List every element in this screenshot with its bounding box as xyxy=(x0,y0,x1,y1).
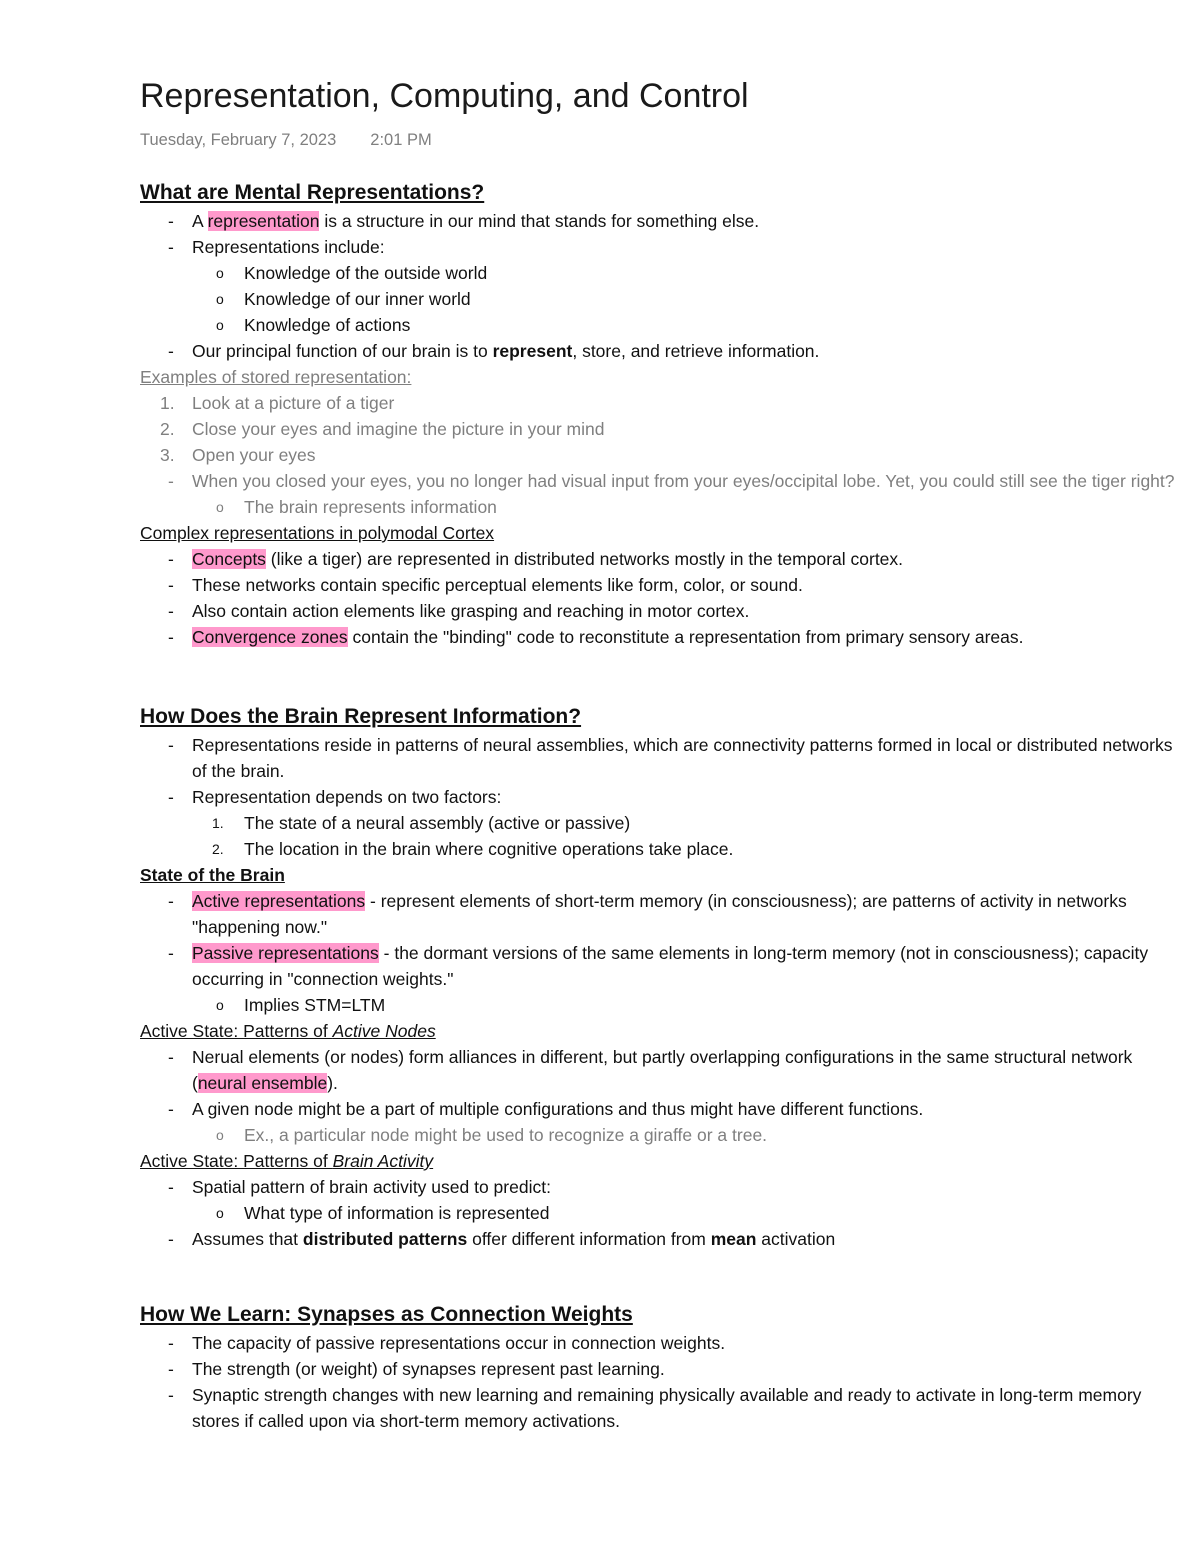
list-item xyxy=(140,598,1190,624)
number-marker: 2. xyxy=(160,419,175,439)
text: contain the "binding" code to reconstitute a representation from primary sensory areas. xyxy=(347,627,1024,647)
section2-bullets xyxy=(140,732,1190,862)
text: These networks contain specific perceptual elements like form, color, or sound. xyxy=(192,575,803,595)
list-item xyxy=(140,260,1190,286)
text: Implies STM=LTM xyxy=(244,995,386,1015)
list-item xyxy=(140,624,1190,650)
text: The state of a neural assembly (active or passive) xyxy=(244,813,631,833)
circle-marker: o xyxy=(216,499,224,515)
bold-term: represent xyxy=(492,341,573,361)
dash-marker: - xyxy=(168,735,174,755)
section-heading-brain-represent: How Does the Brain Represent Information? xyxy=(140,705,582,728)
list-item xyxy=(140,572,1190,598)
section-heading-how-we-learn: How We Learn: Synapses as Connection Weights xyxy=(140,1303,633,1326)
dash-marker: - xyxy=(168,471,174,491)
list-item xyxy=(140,732,1190,784)
text: Our principal function of our brain is to xyxy=(192,341,493,361)
circle-marker: o xyxy=(216,1127,224,1143)
list-item xyxy=(140,888,1190,940)
dash-marker: - xyxy=(168,787,174,807)
number-marker: 1. xyxy=(160,393,175,413)
page-title: Representation, Computing, and Control xyxy=(140,77,749,115)
text: Close your eyes and imagine the picture in your mind xyxy=(192,419,605,439)
text: A given node might be a part of multiple configurations and thus might have different functions. xyxy=(192,1099,924,1119)
dash-marker: - xyxy=(168,891,174,911)
text: The brain represents information xyxy=(244,497,497,517)
text: The strength (or weight) of synapses represent past learning. xyxy=(192,1359,665,1379)
circle-marker: o xyxy=(216,997,224,1013)
page-meta xyxy=(140,128,1190,152)
dash-marker: - xyxy=(168,1099,174,1119)
highlight-term: Concepts xyxy=(192,549,266,569)
text: activation xyxy=(756,1229,836,1249)
section3-bullets xyxy=(140,1330,1190,1434)
text: Spatial pattern of brain activity used to predict: xyxy=(192,1177,551,1197)
highlight-term: Active representations xyxy=(192,891,366,911)
note-page xyxy=(140,70,1190,1434)
list-item xyxy=(140,1044,1190,1096)
circle-marker: o xyxy=(216,1205,224,1221)
examples-list xyxy=(140,390,1190,520)
list-item xyxy=(140,442,1190,468)
circle-marker: o xyxy=(216,317,224,333)
text: Representation depends on two factors: xyxy=(192,787,502,807)
bold-term: mean xyxy=(710,1229,757,1249)
list-item xyxy=(140,1330,1190,1356)
text: Representations include: xyxy=(192,237,385,257)
text: Ex., a particular node might be used to recognize a giraffe or a tree. xyxy=(244,1125,768,1145)
dash-marker: - xyxy=(168,549,174,569)
text: (like a tiger) are represented in distributed networks mostly in the temporal cortex. xyxy=(265,549,904,569)
list-item xyxy=(140,1356,1190,1382)
list-item xyxy=(140,390,1190,416)
dash-marker: - xyxy=(168,1385,174,1405)
list-item xyxy=(140,416,1190,442)
list-item xyxy=(140,234,1190,260)
text: Knowledge of our inner world xyxy=(244,289,471,309)
text: Synaptic strength changes with new learning and remaining physically available and ready to activate in long-term memory stores if called upon via short-term memory activations. xyxy=(192,1385,1142,1431)
list-item xyxy=(140,836,1190,862)
highlight-term: representation xyxy=(207,211,320,231)
state-heading: State of the Brain xyxy=(140,865,285,885)
text: The location in the brain where cognitive operations take place. xyxy=(244,839,734,859)
dash-marker: - xyxy=(168,1333,174,1353)
bold-term: distributed patterns xyxy=(302,1229,468,1249)
text: - the dormant versions of the same elements in long-term memory (not in consciousness); capacity occurring in "connection weights." xyxy=(192,943,1149,989)
dash-marker: - xyxy=(168,943,174,963)
number-marker: 3. xyxy=(160,445,175,465)
section1-bullets xyxy=(140,208,1190,364)
text: Knowledge of the outside world xyxy=(244,263,488,283)
text: , store, and retrieve information. xyxy=(572,341,820,361)
text: Open your eyes xyxy=(192,445,316,465)
list-item xyxy=(140,1122,1190,1148)
active-nodes-heading xyxy=(140,1018,1190,1044)
section-heading-mental-representations: What are Mental Representations? xyxy=(140,181,485,204)
dash-marker: - xyxy=(168,1229,174,1249)
dash-marker: - xyxy=(168,341,174,361)
page-time: 2:01 PM xyxy=(370,131,432,149)
number-marker: 2. xyxy=(212,841,224,857)
text: Active State: Patterns of xyxy=(140,1021,333,1041)
dash-marker: - xyxy=(168,1359,174,1379)
activity-list xyxy=(140,1174,1190,1252)
dash-marker: - xyxy=(168,627,174,647)
text: Also contain action elements like grasping and reaching in motor cortex. xyxy=(192,601,750,621)
text: is a structure in our mind that stands for something else. xyxy=(319,211,760,231)
dash-marker: - xyxy=(168,211,174,231)
list-item xyxy=(140,208,1190,234)
list-item xyxy=(140,1226,1190,1252)
list-item xyxy=(140,494,1190,520)
brain-activity-heading xyxy=(140,1148,1190,1174)
list-item xyxy=(140,940,1190,992)
italic-text: Brain Activity xyxy=(332,1151,434,1171)
circle-marker: o xyxy=(216,291,224,307)
list-item xyxy=(140,1096,1190,1122)
dash-marker: - xyxy=(168,575,174,595)
text: Look at a picture of a tiger xyxy=(192,393,395,413)
dash-marker: - xyxy=(168,1177,174,1197)
text: Representations reside in patterns of neural assemblies, which are connectivity patterns formed in local or distributed networks of the brain. xyxy=(192,735,1173,781)
list-item xyxy=(140,338,1190,364)
highlight-term: Passive representations xyxy=(192,943,379,963)
list-item xyxy=(140,468,1190,494)
italic-text: Active Nodes xyxy=(332,1021,436,1041)
page-date: Tuesday, February 7, 2023 xyxy=(140,131,337,149)
list-item xyxy=(140,1174,1190,1200)
list-item xyxy=(140,992,1190,1018)
list-item xyxy=(140,546,1190,572)
list-item xyxy=(140,784,1190,810)
text: Active State: Patterns of xyxy=(140,1151,333,1171)
number-marker: 1. xyxy=(212,815,224,831)
text: Nerual elements (or nodes) form alliances in different, but partly overlapping configurations in the same structural network ( xyxy=(192,1047,1133,1093)
text: offer different information from xyxy=(467,1229,711,1249)
text: The capacity of passive representations occur in connection weights. xyxy=(192,1333,726,1353)
text: A xyxy=(192,211,208,231)
dash-marker: - xyxy=(168,601,174,621)
list-item xyxy=(140,286,1190,312)
circle-marker: o xyxy=(216,265,224,281)
text: Assumes that xyxy=(192,1229,303,1249)
complex-list xyxy=(140,546,1190,650)
nodes-list xyxy=(140,1044,1190,1148)
text: - represent elements of short-term memory (in consciousness); are patterns of activity in networks "happening now." xyxy=(192,891,1127,937)
dash-marker: - xyxy=(168,1047,174,1067)
highlight-term: Convergence zones xyxy=(192,627,348,647)
list-item xyxy=(140,1200,1190,1226)
list-item xyxy=(140,1382,1190,1434)
complex-heading: Complex representations in polymodal Cortex xyxy=(140,523,495,543)
text: ). xyxy=(327,1073,338,1093)
text: When you closed your eyes, you no longer had visual input from your eyes/occipital lobe. Yet, you could still see the tiger right? xyxy=(192,471,1175,491)
highlight-term: neural ensemble xyxy=(197,1073,328,1093)
list-item xyxy=(140,312,1190,338)
examples-heading: Examples of stored representation: xyxy=(140,367,412,387)
dash-marker: - xyxy=(168,237,174,257)
text: Knowledge of actions xyxy=(244,315,411,335)
list-item xyxy=(140,810,1190,836)
text: What type of information is represented xyxy=(244,1203,550,1223)
state-list xyxy=(140,888,1190,1018)
